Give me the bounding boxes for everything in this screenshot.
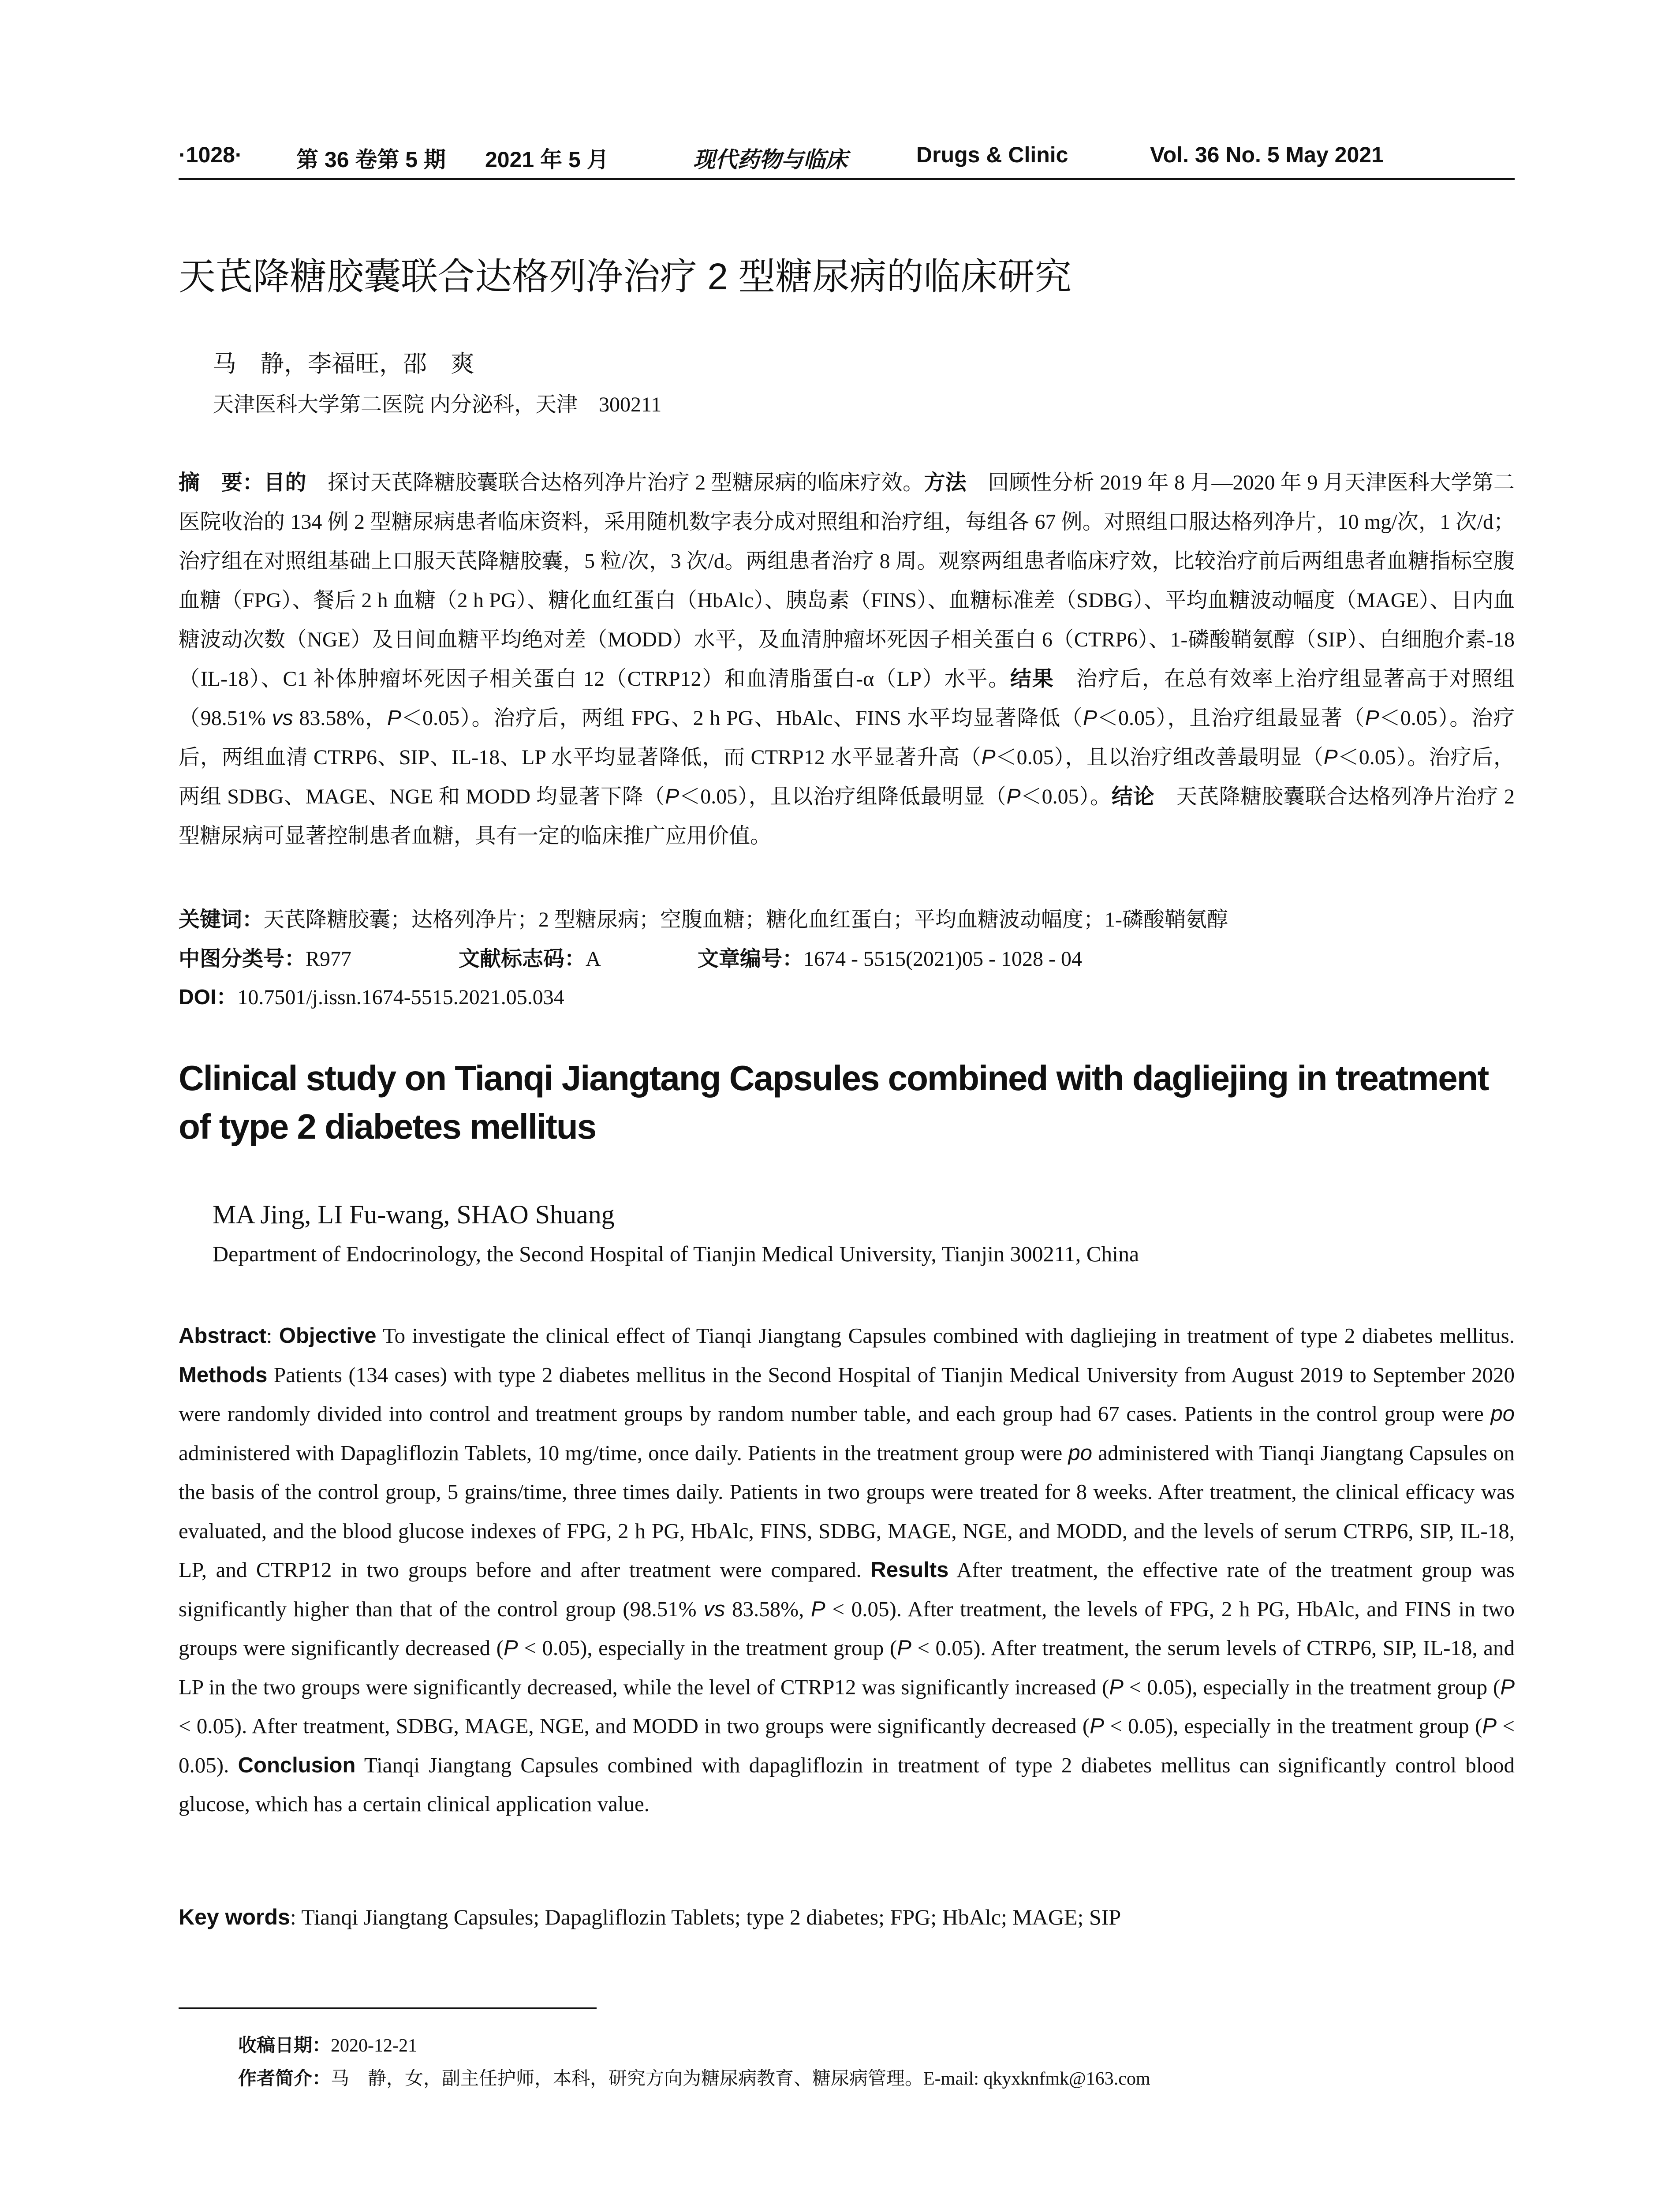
p-italic: P (981, 746, 996, 769)
results-en-text: < 0.05). After treatment, the serum levels of CTRP6, SIP, IL-18, and LP in the two groups were significantly decreased, while the level of CTRP12 was significantly increased ( (179, 1636, 1515, 1699)
results-label-en: Results (870, 1558, 949, 1582)
title-en: Clinical study on Tianqi Jiangtang Capsules combined with dagliejing in treatment of type 2 diabetes mellitus (179, 1058, 1489, 1146)
methods-cn: 回顾性分析 2019 年 8 月—2020 年 9 月天津医科大学第二医院收治的 134 例 2 型糖尿病患者临床资料，采用随机数字表分成对照组和治疗组，每组各 67 例。对照组口服达格列净片，10 mg/次，1 次/d；治疗组在对照组基础上口服天芪降糖胶囊，5 粒/次，3 次/d。两组患者治疗 8 周。观察两组患者临床疗效，比较治疗前后两组患者血糖指标空腹血糖（FPG）、餐后 2 h 血糖（2 h PG）、糖化血红蛋白（HbAlc）、胰岛素（FINS）、血糖标准差（SDBG）、平均血糖波动幅度（MAGE）、日内血糖波动次数（NGE）及日间血糖平均绝对差（MODD）水平，及血清肿瘤坏死因子相关蛋白 6（CTRP6）、1-磷酸鞘氨醇（SIP）、白细胞介素-18（IL-18）、C1 补体肿瘤坏死因子相关蛋白 12（CTRP12）和血清脂蛋白-α（LP）水平。 (179, 471, 1515, 691)
p-italic: P (1365, 706, 1379, 730)
author-bio-label: 作者简介： (238, 2068, 331, 2089)
abstract-cn (179, 463, 1515, 856)
results-cn-text: ＜0.05）。治疗后，两组 SDBG、MAGE、NGE 和 MODD 均显著下降（ (179, 746, 1515, 808)
results-en-text: 83.58%, (725, 1596, 811, 1621)
methods-en-text: administered with Tianqi Jiangtang Capsules on the basis of the control group, 5 grains/time, three times daily. Patients in two groups were treated for 8 weeks. After treatment, the clinical efficacy was evaluated, and the blood glucose indexes of FPG, 2 h PG, HbAlc, FINS, SDBG, MAGE, NGE, and MODD, and the levels of serum CTRP6, SIP, IL-18, LP, and CTRP12 in two groups before and after treatment were compared. (179, 1440, 1515, 1582)
keywords-label-cn: 关键词： (179, 908, 264, 931)
results-en-text: < 0.05), especially in the treatment group ( (518, 1636, 897, 1660)
p-italic: P (665, 785, 679, 808)
p-italic: P (1090, 1714, 1104, 1738)
po-italic: po (1490, 1402, 1515, 1426)
doc-code-line (459, 942, 601, 972)
clc-code: R977 (306, 947, 352, 971)
results-cn-text: 83.58%， (293, 706, 387, 730)
p-italic: P (897, 1636, 911, 1660)
results-cn-text: ＜0.05），且以治疗组改善最明显（ (995, 746, 1324, 769)
p-italic: P (1109, 1675, 1124, 1699)
doc-code-label: 文献标志码： (459, 947, 586, 971)
conclusion-label-cn: 结论 (1111, 785, 1155, 808)
conclusion-cn: 天芪降糖胶囊联合达格列净片治疗 2 型糖尿病可显著控制患者血糖，具有一定的临床推广应用价值。 (179, 785, 1515, 848)
authors-cn: 马 静，李福旺，邵 爽 (213, 351, 474, 377)
colon: : (266, 1323, 279, 1348)
results-cn-text: 治疗后，在总有效率上治疗组显著高于对照组（98.51% (179, 667, 1515, 730)
doc-code: A (586, 947, 601, 971)
article-no-label: 文章编号： (698, 947, 804, 971)
author-bio-line (238, 2064, 1150, 2090)
methods-label-cn: 方法 (924, 471, 967, 494)
author-bio: 马 静，女，副主任护师，本科，研究方向为糖尿病教育、糖尿病管理。E-mail: qkyxknfmk@163.com (331, 2069, 1150, 2089)
abstract-en (179, 1316, 1515, 1824)
journal-name-en: Drugs & Clinic (916, 142, 1068, 167)
title-cn: 天芪降糖胶囊联合达格列净治疗 2 型糖尿病的临床研究 (179, 256, 1072, 297)
results-cn-text: ＜0.05）。 (1020, 785, 1112, 808)
received-date-line (238, 2031, 417, 2057)
p-italic: P (1500, 1675, 1515, 1699)
results-cn-text: ＜0.05），且治疗组最显著（ (1097, 706, 1365, 730)
p-italic: P (811, 1597, 825, 1621)
objective-cn: 探讨天芪降糖胶囊联合达格列净片治疗 2 型糖尿病的临床疗效。 (306, 471, 924, 494)
results-label-cn: 结果 (1010, 667, 1054, 691)
objective-label-en: Objective (279, 1324, 377, 1348)
objective-en: To investigate the clinical effect of Tianqi Jiangtang Capsules combined with dagliejing in treatment of type 2 diabetes mellitus. (376, 1323, 1515, 1348)
doi-line (179, 980, 564, 1010)
results-en-text: After treatment, the effective rate of the treatment group was significantly higher than that of the control group (98.51% (179, 1558, 1515, 1621)
results-en-text: < 0.05), especially in the treatment group ( (1104, 1714, 1482, 1738)
authors-en: MA Jing, LI Fu-wang, SHAO Shuang (213, 1200, 615, 1229)
footnote-rule (179, 2007, 597, 2009)
vs-italic: vs (272, 706, 293, 730)
classification-line (179, 942, 351, 972)
methods-label-en: Methods (179, 1363, 268, 1387)
affiliation-cn: 天津医科大学第二医院 内分泌科，天津 300211 (213, 393, 662, 416)
volume-issue-cn: 第 36 卷第 5 期 (296, 147, 446, 172)
po-italic: po (1068, 1441, 1092, 1465)
publication-date-cn: 2021 年 5 月 (485, 147, 609, 172)
page-number: ·1028· (179, 142, 243, 167)
affiliation-en: Department of Endocrinology, the Second Hospital of Tianjin Medical University, Tianjin 300211, China (213, 1241, 1139, 1266)
conclusion-label-en: Conclusion (238, 1753, 356, 1777)
results-en-text: < 0.05). (179, 1714, 1515, 1777)
results-cn-text: ＜0.05），且以治疗组降低最明显（ (679, 785, 1007, 808)
methods-en-text: administered with Dapagliflozin Tablets, 10 mg/time, once daily. Patients in the treatment group were (179, 1440, 1068, 1465)
received-date: 2020-12-21 (331, 2036, 417, 2056)
clc-label: 中图分类号： (179, 947, 306, 971)
abstract-label-cn: 摘 要： (179, 471, 264, 494)
journal-name-cn: 现代药物与临床 (693, 147, 847, 172)
keywords-en: : Tianqi Jiangtang Capsules; Dapagliflozin Tablets; type 2 diabetes; FPG; HbAlc; MAGE; SIP (290, 1905, 1121, 1929)
results-en-text: < 0.05). After treatment, the levels of FPG, 2 h PG, HbAlc, and FINS in two groups were significantly decreased ( (179, 1596, 1515, 1660)
keywords-label-en: Key words (179, 1905, 290, 1929)
results-cn-text: ＜0.05）。治疗后，两组血清 CTRP6、SIP、IL-18、LP 水平均显著降低，而 CTRP12 水平显著升高（ (179, 706, 1515, 769)
keywords-cn: 天芪降糖胶囊；达格列净片；2 型糖尿病；空腹血糖；糖化血红蛋白；平均血糖波动幅度；1-磷酸鞘氨醇 (263, 908, 1228, 931)
header-rule (179, 178, 1515, 180)
doi: 10.7501/j.issn.1674-5515.2021.05.034 (237, 986, 564, 1009)
received-label: 收稿日期： (238, 2035, 331, 2056)
keywords-en-line (179, 1904, 1121, 1930)
p-italic: P (1006, 785, 1021, 808)
p-italic: P (1323, 746, 1338, 769)
vs-italic: vs (703, 1597, 725, 1621)
volume-issue-en: Vol. 36 No. 5 May 2021 (1150, 142, 1384, 167)
doi-label: DOI： (179, 986, 238, 1009)
objective-label-cn: 目的 (264, 471, 306, 494)
keywords-cn-line (179, 902, 1228, 933)
methods-en-text: Patients (134 cases) with type 2 diabetes mellitus in the Second Hospital of Tianjin Medical University from August 2019 to September 2020 were randomly divided into control and treatment groups by random number table, and each group had 67 cases. Patients in the control group were (179, 1362, 1515, 1426)
p-italic: P (504, 1636, 518, 1660)
article-no: 1674 - 5515(2021)05 - 1028 - 04 (803, 947, 1082, 971)
p-italic: P (1083, 706, 1097, 730)
abstract-label-en: Abstract (179, 1324, 266, 1348)
p-italic: P (1482, 1714, 1497, 1738)
results-en-text: < 0.05), especially in the treatment group ( (1123, 1674, 1501, 1699)
p-italic: P (387, 706, 401, 730)
results-cn-text: ＜0.05）。治疗后，两组 FPG、2 h PG、HbAlc、FINS 水平均显著降低（ (401, 706, 1083, 730)
results-en-text: < 0.05). After treatment, SDBG, MAGE, NGE, and MODD in two groups were significantly decreased ( (179, 1714, 1090, 1738)
conclusion-en: Tianqi Jiangtang Capsules combined with dapagliflozin in treatment of type 2 diabetes mellitus can significantly control blood glucose, which has a certain clinical application value. (179, 1753, 1515, 1816)
article-no-line (698, 942, 1082, 972)
